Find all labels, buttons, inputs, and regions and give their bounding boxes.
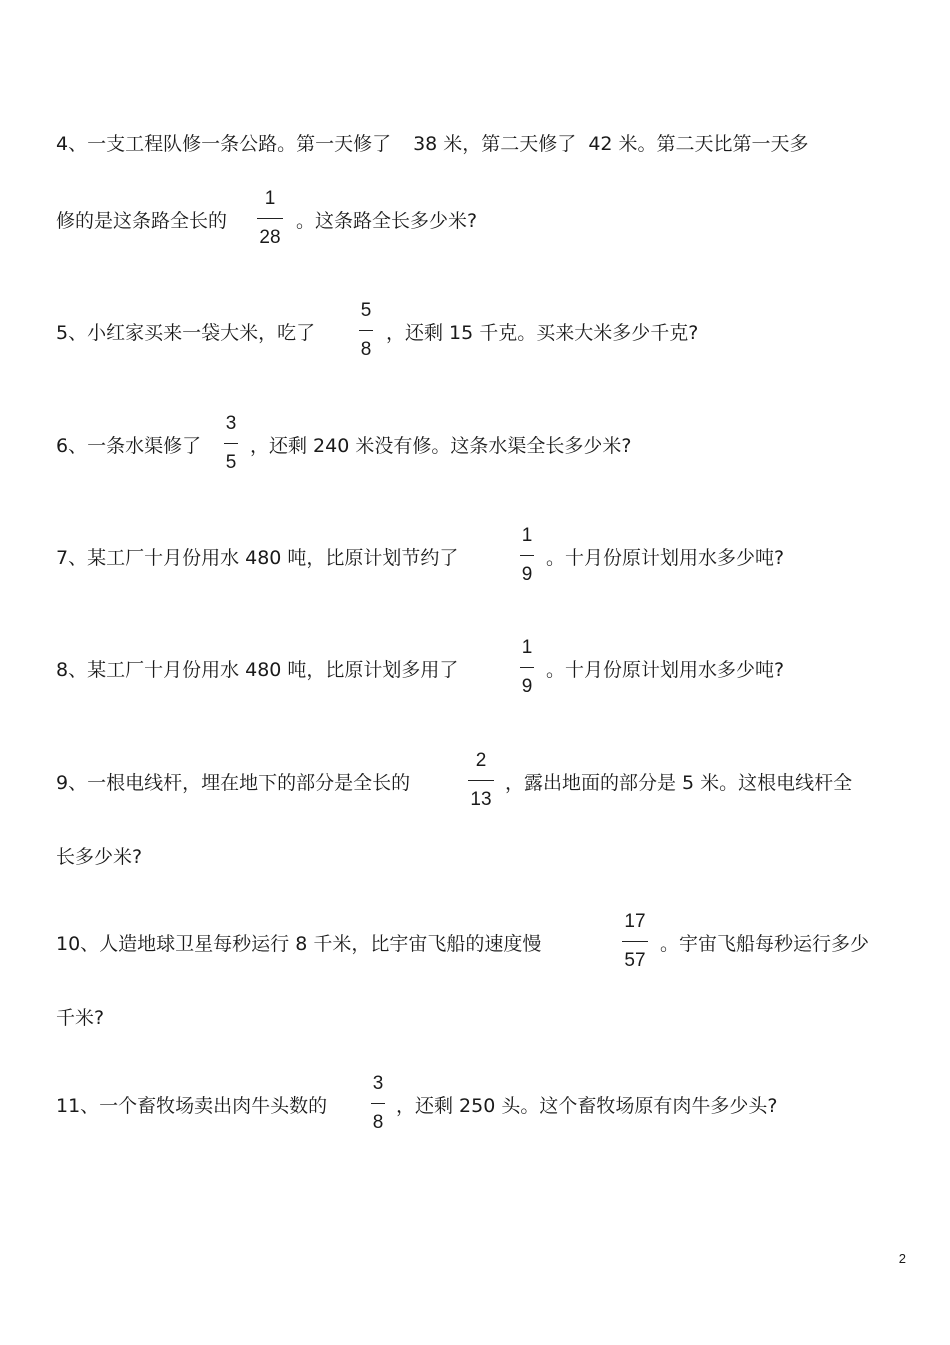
problem-4-line-2-after (296, 209, 477, 233)
problem-6-fraction (211, 413, 251, 474)
problem-4-line-1 (56, 132, 809, 156)
problem-10-before (56, 932, 541, 956)
problem-10-fraction (615, 911, 655, 972)
problem-9-fraction (461, 750, 501, 811)
problem-10-after (660, 932, 869, 956)
problem-4-after-text: 。这条路全长多少米? (296, 210, 478, 232)
problem-8-before-text: 8、某工厂十月份用水 480 吨，比原计划多用了 (56, 659, 459, 681)
problem-4-before-text: 修的是这条路全长的 (56, 210, 228, 232)
problem-4-fraction (250, 188, 290, 249)
fraction-denominator: 13 (470, 789, 492, 810)
fraction-denominator: 28 (259, 227, 281, 248)
fraction-bar (520, 667, 534, 668)
fraction-bar (622, 941, 648, 942)
fraction-numerator: 1 (521, 525, 533, 546)
problem-8-fraction (507, 637, 547, 698)
problem-8-before (56, 658, 458, 682)
fraction-denominator: 8 (372, 1112, 384, 1133)
problem-10-line-2-text: 千米? (56, 1007, 105, 1029)
problem-9-before (56, 771, 410, 795)
fraction-bar (468, 780, 494, 781)
fraction-numerator: 17 (624, 911, 646, 932)
fraction-bar (257, 218, 283, 219)
problem-6-before-text: 6、一条水渠修了 (56, 435, 202, 457)
fraction-numerator: 3 (372, 1073, 384, 1094)
problem-6-after-text: ，还剩 240 米没有修。这条水渠全长多少米? (250, 435, 632, 457)
fraction-numerator: 2 (475, 750, 487, 771)
problem-4-line-2-before (56, 209, 227, 233)
fraction-bar (224, 443, 238, 444)
problem-4-text-c: 42 米。第二天比第一天多 (588, 133, 809, 155)
problem-7-after-text: 。十月份原计划用水多少吨? (546, 547, 785, 569)
problem-5-after (386, 321, 698, 345)
problem-6-before (56, 434, 201, 458)
problem-11-before (56, 1094, 327, 1118)
fraction-numerator: 3 (225, 413, 237, 434)
problem-11-before-text: 11、一个畜牧场卖出肉牛头数的 (56, 1095, 328, 1117)
fraction-bar (359, 330, 373, 331)
problem-9-line-2-text: 长多少米? (56, 846, 143, 868)
problem-5-fraction (346, 300, 386, 361)
problem-7-after (546, 546, 784, 570)
fraction-numerator: 1 (264, 188, 276, 209)
problem-4-text-a: 4、一支工程队修一条公路。第一天修了 (56, 133, 392, 155)
problem-10-before-text: 10、人造地球卫星每秒运行 8 千米，比宇宙飞船的速度慢 (56, 933, 542, 955)
problem-7-before-text: 7、某工厂十月份用水 480 吨，比原计划节约了 (56, 547, 459, 569)
fraction-bar (520, 555, 534, 556)
fraction-denominator: 9 (521, 564, 533, 585)
problem-8-after-text: 。十月份原计划用水多少吨? (546, 659, 785, 681)
problem-8-after (546, 658, 784, 682)
problem-4-text-b: 38 米，第二天修了 (413, 133, 577, 155)
problem-9-after (505, 771, 852, 795)
problem-11-after-text: ，还剩 250 头。这个畜牧场原有肉牛多少头? (396, 1095, 778, 1117)
problem-11-fraction (358, 1073, 398, 1134)
page-number: 2 (898, 1251, 906, 1266)
problem-10-after-text: 。宇宙飞船每秒运行多少 (660, 933, 870, 955)
fraction-bar (371, 1103, 385, 1104)
problem-9-before-text: 9、一根电线杆，埋在地下的部分是全长的 (56, 772, 411, 794)
problem-7-fraction (507, 525, 547, 586)
fraction-denominator: 57 (624, 950, 646, 971)
fraction-numerator: 1 (521, 637, 533, 658)
problem-11-after (396, 1094, 777, 1118)
fraction-denominator: 8 (360, 339, 372, 360)
fraction-denominator: 5 (225, 452, 237, 473)
problem-5-before-text: 5、小红家买来一袋大米，吃了 (56, 322, 316, 344)
fraction-numerator: 5 (360, 300, 372, 321)
problem-7-before (56, 546, 458, 570)
problem-9-line-2 (56, 845, 142, 869)
fraction-denominator: 9 (521, 676, 533, 697)
problem-5-before (56, 321, 315, 345)
problem-9-after-text: ，露出地面的部分是 5 米。这根电线杆全 (505, 772, 853, 794)
problem-5-after-text: ，还剩 15 千克。买来大米多少千克? (386, 322, 699, 344)
problem-10-line-2 (56, 1006, 104, 1030)
problem-6-after (250, 434, 631, 458)
